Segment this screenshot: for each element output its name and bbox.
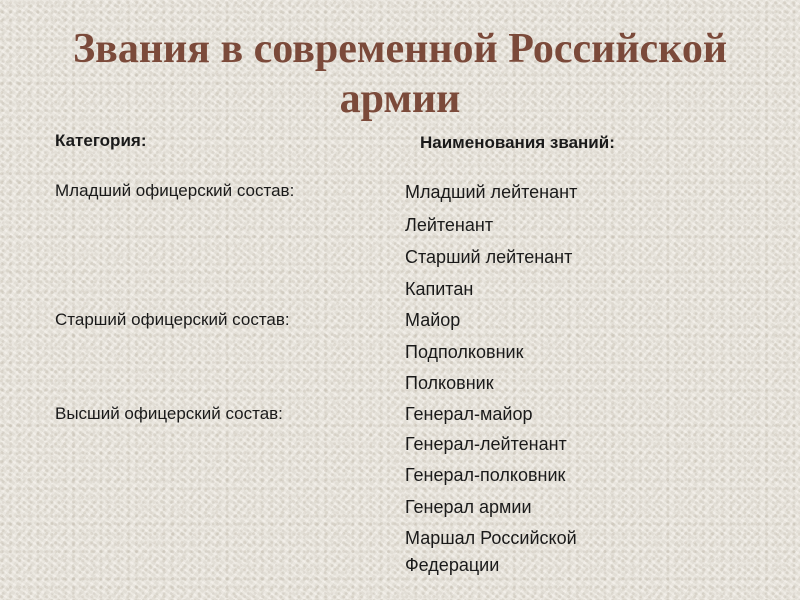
category-senior-officers: Старший офицерский состав: <box>55 310 290 329</box>
rank-names-column-header: Наименования званий: <box>420 133 615 152</box>
category-junior-officers: Младший офицерский состав: <box>55 181 295 200</box>
rank-junior-lieutenant: Младший лейтенант <box>405 182 578 202</box>
rank-senior-lieutenant: Старший лейтенант <box>405 247 573 267</box>
rank-army-general: Генерал армии <box>405 497 532 517</box>
rank-colonel: Полковник <box>405 373 494 393</box>
rank-major-general: Генерал-майор <box>405 404 533 424</box>
category-column-header: Категория: <box>55 131 147 150</box>
rank-major: Майор <box>405 310 461 330</box>
category-high-officers: Высший офицерский состав: <box>55 404 283 423</box>
rank-colonel-general: Генерал-полковник <box>405 465 566 485</box>
rank-lieutenant: Лейтенант <box>405 215 494 235</box>
rank-lieutenant-general: Генерал-лейтенант <box>405 434 567 454</box>
rank-marshal-line-1: Маршал Российской <box>405 528 577 548</box>
rank-marshal-line-2: Федерации <box>405 555 500 575</box>
rank-lieutenant-colonel: Подполковник <box>405 342 524 362</box>
rank-captain: Капитан <box>405 279 474 299</box>
slide-title: Звания в современной Российской армии <box>72 26 728 122</box>
